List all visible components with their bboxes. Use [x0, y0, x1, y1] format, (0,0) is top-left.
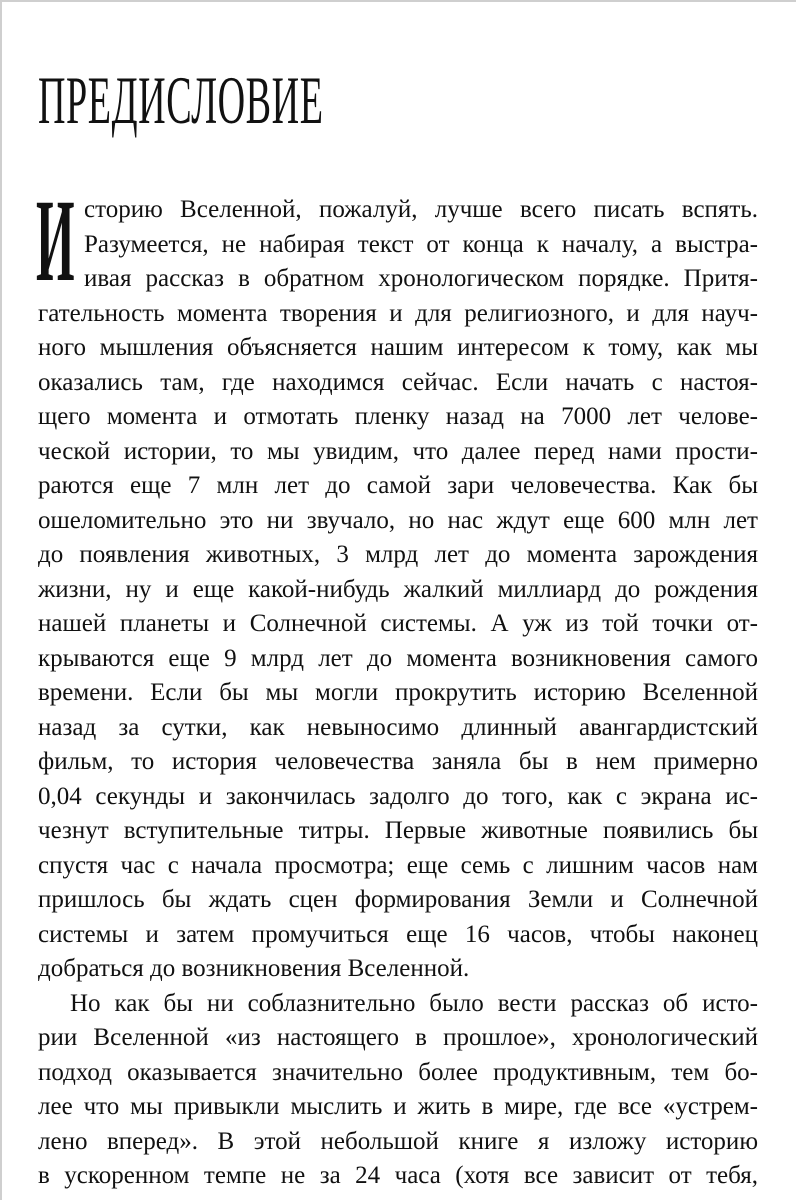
text-line: ческой истории, то мы увидим, что далее перед нами прости-: [38, 437, 758, 465]
text-line: фильм, то история человечества заняла бы в нем примерно: [38, 748, 758, 775]
text-line: лено вперед». В этой небольшой книге я изложу историю: [38, 1127, 758, 1155]
drop-cap: И: [36, 175, 75, 306]
text-line: пришлось бы ждать сцен формирования Земли и Солнечной: [38, 886, 758, 913]
text-line: подход оказывается значительно более продуктивным, тем бо-: [38, 1058, 758, 1086]
text-line: гательность момента творения и для религиозного, и для науч-: [38, 299, 758, 327]
text-line: нашей планеты и Солнечной системы. А уж из той точки от-: [38, 610, 758, 637]
text-line: щего момента и отмотать пленку назад на 7000 лет челове-: [38, 403, 758, 430]
text-line: раются еще 7 млн лет до самой зари человечества. Как бы: [38, 472, 758, 499]
text-line: системы и затем промучиться еще 16 часов, чтобы наконец: [38, 920, 758, 948]
text-line: Но как бы ни соблазнительно было вести рассказ об исто-: [70, 989, 758, 1017]
text-line: спустя час с начала просмотра; еще семь с лишним часов нам: [38, 851, 758, 879]
text-line: сторию Вселенной, пожалуй, лучше всего писать вспять.: [84, 196, 758, 223]
text-line: времени. Если бы мы могли прокрутить историю Вселенной: [38, 679, 758, 706]
text-line: чезнут вступительные титры. Первые животные появились бы: [38, 817, 758, 844]
text-line: жизни, ну и еще какой-нибудь жалкий миллиард до рождения: [38, 575, 758, 603]
text-line: 0,04 секунды и закончилась задолго до того, как с экрана ис-: [38, 782, 758, 810]
text-line: в ускоренном темпе не за 24 часа (хотя все зависит от тебя,: [38, 1162, 758, 1189]
chapter-title: ПРЕДИСЛОВИЕ: [38, 61, 324, 138]
text-line: рии Вселенной «из настоящего в прошлое», хронологический: [38, 1024, 758, 1051]
text-line: до появления животных, 3 млрд лет до момента зарождения: [38, 541, 758, 568]
text-line: крываются еще 9 млрд лет до момента возникновения самого: [38, 644, 758, 672]
text-line: ивая рассказ в обратном хронологическом порядке. Притя-: [84, 265, 758, 292]
text-line: Разумеется, не набирая текст от конца к началу, а выстра-: [84, 230, 758, 258]
text-line: ошеломительно это ни звучало, но нас ждут еще 600 млн лет: [38, 506, 758, 534]
text-line: назад за сутки, как невыносимо длинный авангардистский: [38, 713, 758, 741]
text-line: ного мышления объясняется нашим интересом к тому, как мы: [38, 334, 758, 361]
text-line: оказались там, где находимся сейчас. Если начать с настоя-: [38, 368, 758, 396]
text-line: добраться до возникновения Вселенной.: [38, 955, 470, 982]
text-line: лее что мы привыкли мыслить и жить в мире, где все «устрем-: [38, 1093, 758, 1120]
